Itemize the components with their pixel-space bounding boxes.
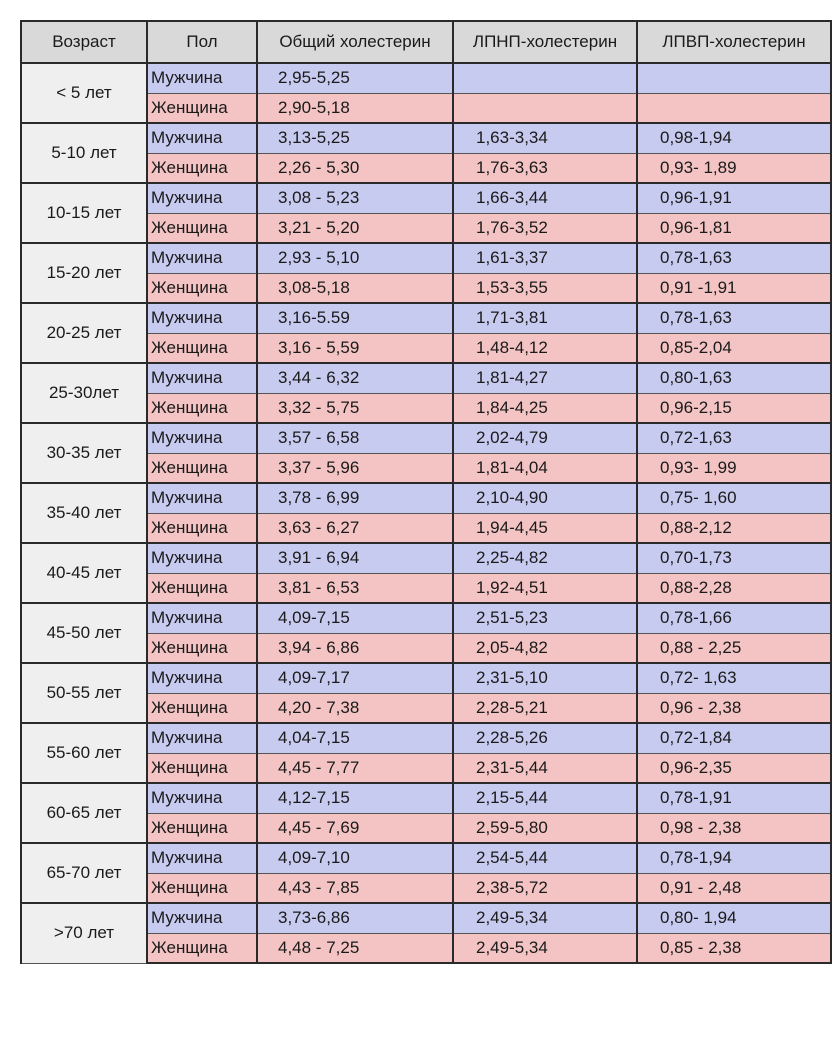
total-cholesterol-cell: 2,93 - 5,10 <box>257 243 453 273</box>
total-cholesterol-cell: 3,81 - 6,53 <box>257 573 453 603</box>
age-group-cell: 15-20 лет <box>21 243 147 303</box>
table-header <box>21 21 831 63</box>
hdl-cholesterol-cell: 0,70-1,73 <box>637 543 831 573</box>
cholesterol-table-container <box>20 20 832 964</box>
ldl-cholesterol-cell: 2,10-4,90 <box>453 483 637 513</box>
sex-cell: Мужчина <box>147 723 257 753</box>
hdl-cholesterol-cell: 0,80-1,63 <box>637 363 831 393</box>
ldl-cholesterol-cell: 1,92-4,51 <box>453 573 637 603</box>
sex-cell: Женщина <box>147 633 257 663</box>
ldl-cholesterol-cell <box>453 63 637 93</box>
hdl-cholesterol-cell: 0,88-2,28 <box>637 573 831 603</box>
sex-cell: Мужчина <box>147 243 257 273</box>
table-row <box>21 843 831 873</box>
hdl-cholesterol-cell: 0,78-1,66 <box>637 603 831 633</box>
header-sex: Пол <box>147 21 257 63</box>
total-cholesterol-cell: 3,44 - 6,32 <box>257 363 453 393</box>
age-group-cell: 20-25 лет <box>21 303 147 363</box>
total-cholesterol-cell: 4,09-7,15 <box>257 603 453 633</box>
hdl-cholesterol-cell: 0,93- 1,89 <box>637 153 831 183</box>
hdl-cholesterol-cell: 0,72- 1,63 <box>637 663 831 693</box>
total-cholesterol-cell: 3,16-5.59 <box>257 303 453 333</box>
age-group-cell: 5-10 лет <box>21 123 147 183</box>
table-row <box>21 243 831 273</box>
hdl-cholesterol-cell: 0,80- 1,94 <box>637 903 831 933</box>
hdl-cholesterol-cell: 0,98-1,94 <box>637 123 831 153</box>
ldl-cholesterol-cell: 2,49-5,34 <box>453 903 637 933</box>
sex-cell: Женщина <box>147 873 257 903</box>
sex-cell: Женщина <box>147 273 257 303</box>
total-cholesterol-cell: 3,94 - 6,86 <box>257 633 453 663</box>
total-cholesterol-cell: 4,45 - 7,77 <box>257 753 453 783</box>
age-group-cell: 45-50 лет <box>21 603 147 663</box>
ldl-cholesterol-cell: 2,31-5,10 <box>453 663 637 693</box>
total-cholesterol-cell: 3,13-5,25 <box>257 123 453 153</box>
table-row <box>21 663 831 693</box>
hdl-cholesterol-cell: 0,78-1,63 <box>637 243 831 273</box>
ldl-cholesterol-cell <box>453 93 637 123</box>
hdl-cholesterol-cell: 0,88 - 2,25 <box>637 633 831 663</box>
total-cholesterol-cell: 4,12-7,15 <box>257 783 453 813</box>
age-group-cell: 10-15 лет <box>21 183 147 243</box>
sex-cell: Женщина <box>147 213 257 243</box>
hdl-cholesterol-cell: 0,96 - 2,38 <box>637 693 831 723</box>
ldl-cholesterol-cell: 2,31-5,44 <box>453 753 637 783</box>
sex-cell: Мужчина <box>147 363 257 393</box>
age-group-cell: 65-70 лет <box>21 843 147 903</box>
table-row <box>21 183 831 213</box>
hdl-cholesterol-cell: 0,78-1,94 <box>637 843 831 873</box>
total-cholesterol-cell: 2,90-5,18 <box>257 93 453 123</box>
sex-cell: Женщина <box>147 513 257 543</box>
table-body <box>21 63 831 963</box>
table-row <box>21 363 831 393</box>
hdl-cholesterol-cell: 0,91 - 2,48 <box>637 873 831 903</box>
hdl-cholesterol-cell: 0,72-1,84 <box>637 723 831 753</box>
total-cholesterol-cell: 4,48 - 7,25 <box>257 933 453 963</box>
sex-cell: Женщина <box>147 933 257 963</box>
ldl-cholesterol-cell: 1,81-4,04 <box>453 453 637 483</box>
age-group-cell: 35-40 лет <box>21 483 147 543</box>
header-hdl-cholesterol: ЛПВП-холестерин <box>637 21 831 63</box>
sex-cell: Мужчина <box>147 123 257 153</box>
sex-cell: Мужчина <box>147 303 257 333</box>
sex-cell: Мужчина <box>147 423 257 453</box>
table-row <box>21 423 831 453</box>
total-cholesterol-cell: 4,20 - 7,38 <box>257 693 453 723</box>
ldl-cholesterol-cell: 2,28-5,21 <box>453 693 637 723</box>
hdl-cholesterol-cell: 0,96-2,15 <box>637 393 831 423</box>
age-group-cell: >70 лет <box>21 903 147 963</box>
table-row <box>21 123 831 153</box>
ldl-cholesterol-cell: 1,71-3,81 <box>453 303 637 333</box>
total-cholesterol-cell: 3,08 - 5,23 <box>257 183 453 213</box>
total-cholesterol-cell: 4,45 - 7,69 <box>257 813 453 843</box>
ldl-cholesterol-cell: 1,76-3,63 <box>453 153 637 183</box>
hdl-cholesterol-cell: 0,96-2,35 <box>637 753 831 783</box>
ldl-cholesterol-cell: 1,66-3,44 <box>453 183 637 213</box>
hdl-cholesterol-cell: 0,72-1,63 <box>637 423 831 453</box>
age-group-cell: 40-45 лет <box>21 543 147 603</box>
sex-cell: Мужчина <box>147 903 257 933</box>
age-group-cell: < 5 лет <box>21 63 147 123</box>
sex-cell: Мужчина <box>147 483 257 513</box>
hdl-cholesterol-cell: 0,96-1,91 <box>637 183 831 213</box>
hdl-cholesterol-cell <box>637 93 831 123</box>
total-cholesterol-cell: 3,91 - 6,94 <box>257 543 453 573</box>
table-row <box>21 483 831 513</box>
ldl-cholesterol-cell: 1,53-3,55 <box>453 273 637 303</box>
sex-cell: Женщина <box>147 453 257 483</box>
ldl-cholesterol-cell: 1,48-4,12 <box>453 333 637 363</box>
ldl-cholesterol-cell: 1,76-3,52 <box>453 213 637 243</box>
age-group-cell: 60-65 лет <box>21 783 147 843</box>
total-cholesterol-cell: 4,04-7,15 <box>257 723 453 753</box>
total-cholesterol-cell: 3,21 - 5,20 <box>257 213 453 243</box>
total-cholesterol-cell: 4,09-7,17 <box>257 663 453 693</box>
sex-cell: Мужчина <box>147 843 257 873</box>
ldl-cholesterol-cell: 2,59-5,80 <box>453 813 637 843</box>
hdl-cholesterol-cell: 0,96-1,81 <box>637 213 831 243</box>
ldl-cholesterol-cell: 2,49-5,34 <box>453 933 637 963</box>
sex-cell: Мужчина <box>147 63 257 93</box>
ldl-cholesterol-cell: 1,84-4,25 <box>453 393 637 423</box>
ldl-cholesterol-cell: 1,61-3,37 <box>453 243 637 273</box>
table-row <box>21 63 831 93</box>
total-cholesterol-cell: 3,73-6,86 <box>257 903 453 933</box>
ldl-cholesterol-cell: 2,54-5,44 <box>453 843 637 873</box>
sex-cell: Мужчина <box>147 663 257 693</box>
hdl-cholesterol-cell: 0,98 - 2,38 <box>637 813 831 843</box>
table-row <box>21 603 831 633</box>
ldl-cholesterol-cell: 2,02-4,79 <box>453 423 637 453</box>
sex-cell: Женщина <box>147 93 257 123</box>
hdl-cholesterol-cell: 0,91 -1,91 <box>637 273 831 303</box>
ldl-cholesterol-cell: 2,51-5,23 <box>453 603 637 633</box>
ldl-cholesterol-cell: 2,25-4,82 <box>453 543 637 573</box>
table-row <box>21 303 831 333</box>
header-age: Возраст <box>21 21 147 63</box>
age-group-cell: 55-60 лет <box>21 723 147 783</box>
sex-cell: Женщина <box>147 153 257 183</box>
sex-cell: Женщина <box>147 693 257 723</box>
sex-cell: Женщина <box>147 333 257 363</box>
sex-cell: Женщина <box>147 813 257 843</box>
ldl-cholesterol-cell: 1,63-3,34 <box>453 123 637 153</box>
header-ldl-cholesterol: ЛПНП-холестерин <box>453 21 637 63</box>
sex-cell: Женщина <box>147 753 257 783</box>
total-cholesterol-cell: 3,08-5,18 <box>257 273 453 303</box>
ldl-cholesterol-cell: 2,05-4,82 <box>453 633 637 663</box>
sex-cell: Мужчина <box>147 783 257 813</box>
hdl-cholesterol-cell: 0,93- 1,99 <box>637 453 831 483</box>
total-cholesterol-cell: 3,78 - 6,99 <box>257 483 453 513</box>
hdl-cholesterol-cell <box>637 63 831 93</box>
total-cholesterol-cell: 2,95-5,25 <box>257 63 453 93</box>
sex-cell: Мужчина <box>147 543 257 573</box>
hdl-cholesterol-cell: 0,85-2,04 <box>637 333 831 363</box>
total-cholesterol-cell: 4,09-7,10 <box>257 843 453 873</box>
hdl-cholesterol-cell: 0,85 - 2,38 <box>637 933 831 963</box>
ldl-cholesterol-cell: 2,28-5,26 <box>453 723 637 753</box>
table-row <box>21 723 831 753</box>
ldl-cholesterol-cell: 1,81-4,27 <box>453 363 637 393</box>
ldl-cholesterol-cell: 2,15-5,44 <box>453 783 637 813</box>
total-cholesterol-cell: 3,63 - 6,27 <box>257 513 453 543</box>
table-row <box>21 903 831 933</box>
table-row <box>21 783 831 813</box>
ldl-cholesterol-cell: 1,94-4,45 <box>453 513 637 543</box>
sex-cell: Женщина <box>147 393 257 423</box>
header-row <box>21 21 831 63</box>
total-cholesterol-cell: 3,32 - 5,75 <box>257 393 453 423</box>
total-cholesterol-cell: 3,37 - 5,96 <box>257 453 453 483</box>
age-group-cell: 25-30лет <box>21 363 147 423</box>
header-total-cholesterol: Общий холестерин <box>257 21 453 63</box>
total-cholesterol-cell: 3,16 - 5,59 <box>257 333 453 363</box>
cholesterol-norms-table <box>20 20 832 964</box>
age-group-cell: 50-55 лет <box>21 663 147 723</box>
sex-cell: Мужчина <box>147 183 257 213</box>
total-cholesterol-cell: 3,57 - 6,58 <box>257 423 453 453</box>
sex-cell: Женщина <box>147 573 257 603</box>
sex-cell: Мужчина <box>147 603 257 633</box>
hdl-cholesterol-cell: 0,78-1,63 <box>637 303 831 333</box>
age-group-cell: 30-35 лет <box>21 423 147 483</box>
total-cholesterol-cell: 4,43 - 7,85 <box>257 873 453 903</box>
hdl-cholesterol-cell: 0,78-1,91 <box>637 783 831 813</box>
ldl-cholesterol-cell: 2,38-5,72 <box>453 873 637 903</box>
total-cholesterol-cell: 2,26 - 5,30 <box>257 153 453 183</box>
table-row <box>21 543 831 573</box>
hdl-cholesterol-cell: 0,75- 1,60 <box>637 483 831 513</box>
hdl-cholesterol-cell: 0,88-2,12 <box>637 513 831 543</box>
